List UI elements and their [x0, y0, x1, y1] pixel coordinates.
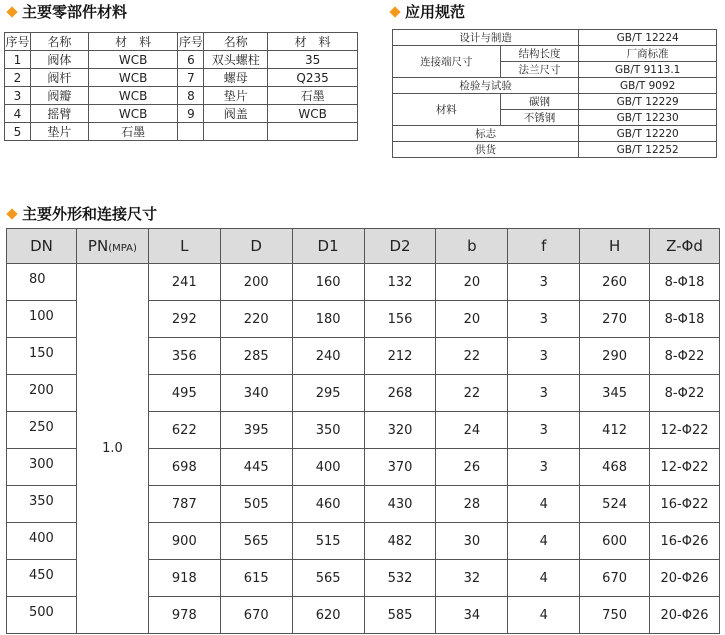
dims-cell-dn: 150 — [7, 338, 77, 375]
dims-cell: 445 — [220, 449, 292, 486]
dims-cell: 524 — [580, 486, 650, 523]
std-label: 供货 — [393, 142, 579, 158]
parts-row — [5, 123, 358, 141]
parts-header-cell: 序号 — [5, 33, 31, 51]
std-row-test — [393, 78, 717, 94]
parts-header-cell: 名称 — [30, 33, 88, 51]
dims-cell: 532 — [364, 560, 436, 597]
dims-cell: 8-Φ18 — [650, 264, 720, 301]
std-value: 厂商标准 — [579, 46, 717, 62]
dims-cell-dn: 400 — [7, 523, 77, 560]
dims-cell: 565 — [292, 560, 364, 597]
orange-diamond-icon — [6, 208, 17, 219]
dims-cell: 3 — [508, 375, 580, 412]
parts-cell: 7 — [178, 69, 204, 87]
std-value: GB/T 12224 — [579, 30, 717, 46]
header-d: D — [220, 229, 292, 264]
dims-cell-dn: 200 — [7, 375, 77, 412]
dims-cell: 212 — [364, 338, 436, 375]
dims-cell: 430 — [364, 486, 436, 523]
std-label: 设计与制造 — [393, 30, 579, 46]
header-d1: D1 — [292, 229, 364, 264]
std-sublabel: 法兰尺寸 — [500, 62, 579, 78]
parts-cell: 3 — [5, 87, 31, 105]
std-label: 连接端尺寸 — [393, 46, 501, 78]
dims-cell: 395 — [220, 412, 292, 449]
dims-cell: 200 — [220, 264, 292, 301]
parts-cell: 1 — [5, 51, 31, 69]
parts-cell — [178, 123, 204, 141]
dims-cell: 505 — [220, 486, 292, 523]
header-pn — [76, 229, 148, 264]
dims-cell: 565 — [220, 523, 292, 560]
dims-cell: 132 — [364, 264, 436, 301]
dims-cell: 295 — [292, 375, 364, 412]
parts-header-cell: 序号 — [178, 33, 204, 51]
dims-cell-dn: 80 — [7, 264, 77, 301]
dims-cell: 4 — [508, 486, 580, 523]
parts-cell: 5 — [5, 123, 31, 141]
dims-cell: 622 — [148, 412, 220, 449]
std-value: GB/T 12252 — [579, 142, 717, 158]
header-d2: D2 — [364, 229, 436, 264]
standards-title-text: 应用规范 — [405, 3, 466, 21]
parts-table — [4, 32, 358, 141]
dims-cell: 20 — [436, 264, 508, 301]
dims-cell: 4 — [508, 597, 580, 634]
parts-cell: Q235 — [268, 69, 358, 87]
dims-cell-dn: 300 — [7, 449, 77, 486]
dims-cell: 30 — [436, 523, 508, 560]
orange-diamond-icon — [389, 6, 400, 17]
dims-cell-dn: 250 — [7, 412, 77, 449]
dims-cell: 340 — [220, 375, 292, 412]
dims-cell: 22 — [436, 375, 508, 412]
std-sublabel: 结构长度 — [500, 46, 579, 62]
dims-cell: 460 — [292, 486, 364, 523]
dims-cell: 260 — [580, 264, 650, 301]
header-b: b — [436, 229, 508, 264]
std-value: GB/T 12229 — [579, 94, 717, 110]
dims-cell: 918 — [148, 560, 220, 597]
dims-cell: 3 — [508, 449, 580, 486]
std-value: GB/T 9113.1 — [579, 62, 717, 78]
parts-cell: 35 — [268, 51, 358, 69]
parts-row — [5, 51, 358, 69]
dims-cell: 978 — [148, 597, 220, 634]
parts-cell: 垫片 — [204, 87, 268, 105]
dims-section-title — [8, 205, 157, 223]
dims-cell: 515 — [292, 523, 364, 560]
dims-cell: 787 — [148, 486, 220, 523]
std-label: 检验与试验 — [393, 78, 579, 94]
parts-cell: 垫片 — [30, 123, 88, 141]
parts-cell: 双头螺柱 — [204, 51, 268, 69]
dims-cell: 585 — [364, 597, 436, 634]
header-l: L — [148, 229, 220, 264]
parts-row — [5, 69, 358, 87]
parts-cell — [204, 123, 268, 141]
parts-row — [5, 87, 358, 105]
parts-section-title — [8, 3, 127, 21]
dims-cell: 240 — [292, 338, 364, 375]
parts-cell: 阀杆 — [30, 69, 88, 87]
dims-cell: 16-Φ22 — [650, 486, 720, 523]
dims-cell: 900 — [148, 523, 220, 560]
dims-cell: 290 — [580, 338, 650, 375]
dims-cell: 285 — [220, 338, 292, 375]
parts-cell: 摇臂 — [30, 105, 88, 123]
dims-cell: 180 — [292, 301, 364, 338]
parts-cell — [268, 123, 358, 141]
dims-cell: 3 — [508, 301, 580, 338]
std-row-supply — [393, 142, 717, 158]
dims-cell-dn: 450 — [7, 560, 77, 597]
dims-cell: 270 — [580, 301, 650, 338]
dims-cell: 12-Φ22 — [650, 449, 720, 486]
dims-cell: 220 — [220, 301, 292, 338]
dims-cell-pn: 1.0 — [76, 264, 148, 634]
header-z: Z-Φd — [650, 229, 720, 264]
dims-cell: 400 — [292, 449, 364, 486]
dims-cell: 24 — [436, 412, 508, 449]
dims-cell: 22 — [436, 338, 508, 375]
dims-cell: 670 — [580, 560, 650, 597]
dims-cell: 156 — [364, 301, 436, 338]
parts-header-row — [5, 33, 358, 51]
dims-cell: 34 — [436, 597, 508, 634]
parts-cell: 阀体 — [30, 51, 88, 69]
header-pn-text: PN — [87, 237, 109, 255]
header-f: f — [508, 229, 580, 264]
dims-cell: 345 — [580, 375, 650, 412]
dims-cell: 8-Φ22 — [650, 338, 720, 375]
dims-cell: 4 — [508, 523, 580, 560]
dims-cell: 698 — [148, 449, 220, 486]
dims-cell: 482 — [364, 523, 436, 560]
dims-cell: 292 — [148, 301, 220, 338]
std-label: 标志 — [393, 126, 579, 142]
dims-cell: 495 — [148, 375, 220, 412]
parts-cell: 8 — [178, 87, 204, 105]
dims-cell: 28 — [436, 486, 508, 523]
standards-section-title — [391, 3, 465, 21]
parts-header-cell: 材 料 — [268, 33, 358, 51]
parts-cell: 6 — [178, 51, 204, 69]
dims-cell: 32 — [436, 560, 508, 597]
dims-cell: 16-Φ26 — [650, 523, 720, 560]
parts-cell: 4 — [5, 105, 31, 123]
std-row-carbon — [393, 94, 717, 110]
dims-cell: 12-Φ22 — [650, 412, 720, 449]
dims-cell: 350 — [292, 412, 364, 449]
dims-cell: 412 — [580, 412, 650, 449]
dims-cell: 356 — [148, 338, 220, 375]
dims-cell: 620 — [292, 597, 364, 634]
dims-cell: 600 — [580, 523, 650, 560]
dims-cell: 20-Φ26 — [650, 560, 720, 597]
dims-cell: 370 — [364, 449, 436, 486]
dims-header-row — [7, 229, 720, 264]
parts-cell: WCB — [88, 51, 178, 69]
dims-cell: 320 — [364, 412, 436, 449]
std-row-conn-length — [393, 46, 717, 62]
dims-cell: 615 — [220, 560, 292, 597]
dims-cell-dn: 100 — [7, 301, 77, 338]
dims-table — [6, 228, 720, 634]
dims-cell: 3 — [508, 338, 580, 375]
dims-cell: 20-Φ26 — [650, 597, 720, 634]
parts-row — [5, 105, 358, 123]
dims-cell: 750 — [580, 597, 650, 634]
std-value: GB/T 9092 — [579, 78, 717, 94]
parts-cell: 螺母 — [204, 69, 268, 87]
dims-cell-dn: 500 — [7, 597, 77, 634]
parts-header-cell: 材 料 — [88, 33, 178, 51]
std-value: GB/T 12220 — [579, 126, 717, 142]
header-pn-unit: (MPA) — [108, 243, 137, 254]
header-h: H — [580, 229, 650, 264]
std-row-mark — [393, 126, 717, 142]
dims-cell: 8-Φ18 — [650, 301, 720, 338]
dims-cell: 468 — [580, 449, 650, 486]
dims-cell: 670 — [220, 597, 292, 634]
parts-cell: 9 — [178, 105, 204, 123]
dims-cell: 3 — [508, 412, 580, 449]
parts-cell: 阀瓣 — [30, 87, 88, 105]
orange-diamond-icon — [6, 6, 17, 17]
header-dn: DN — [7, 229, 77, 264]
parts-cell: WCB — [88, 87, 178, 105]
std-value: GB/T 12230 — [579, 110, 717, 126]
parts-cell: 阀盖 — [204, 105, 268, 123]
dims-cell: 8-Φ22 — [650, 375, 720, 412]
dims-title-text: 主要外形和连接尺寸 — [22, 205, 158, 223]
parts-cell: WCB — [88, 69, 178, 87]
dims-cell: 160 — [292, 264, 364, 301]
dims-row — [7, 264, 720, 301]
std-sublabel: 碳钢 — [500, 94, 579, 110]
standards-table — [392, 29, 717, 158]
dims-cell: 4 — [508, 560, 580, 597]
parts-cell: 2 — [5, 69, 31, 87]
dims-cell: 3 — [508, 264, 580, 301]
dims-cell-dn: 350 — [7, 486, 77, 523]
parts-title-text: 主要零部件材料 — [22, 3, 128, 21]
dims-cell: 20 — [436, 301, 508, 338]
std-label: 材料 — [393, 94, 501, 126]
std-row-design — [393, 30, 717, 46]
parts-cell: WCB — [88, 105, 178, 123]
std-sublabel: 不锈钢 — [500, 110, 579, 126]
parts-cell: 石墨 — [268, 87, 358, 105]
parts-header-cell: 名称 — [204, 33, 268, 51]
dims-cell: 268 — [364, 375, 436, 412]
dims-cell: 26 — [436, 449, 508, 486]
parts-cell: WCB — [268, 105, 358, 123]
dims-cell: 241 — [148, 264, 220, 301]
parts-cell: 石墨 — [88, 123, 178, 141]
